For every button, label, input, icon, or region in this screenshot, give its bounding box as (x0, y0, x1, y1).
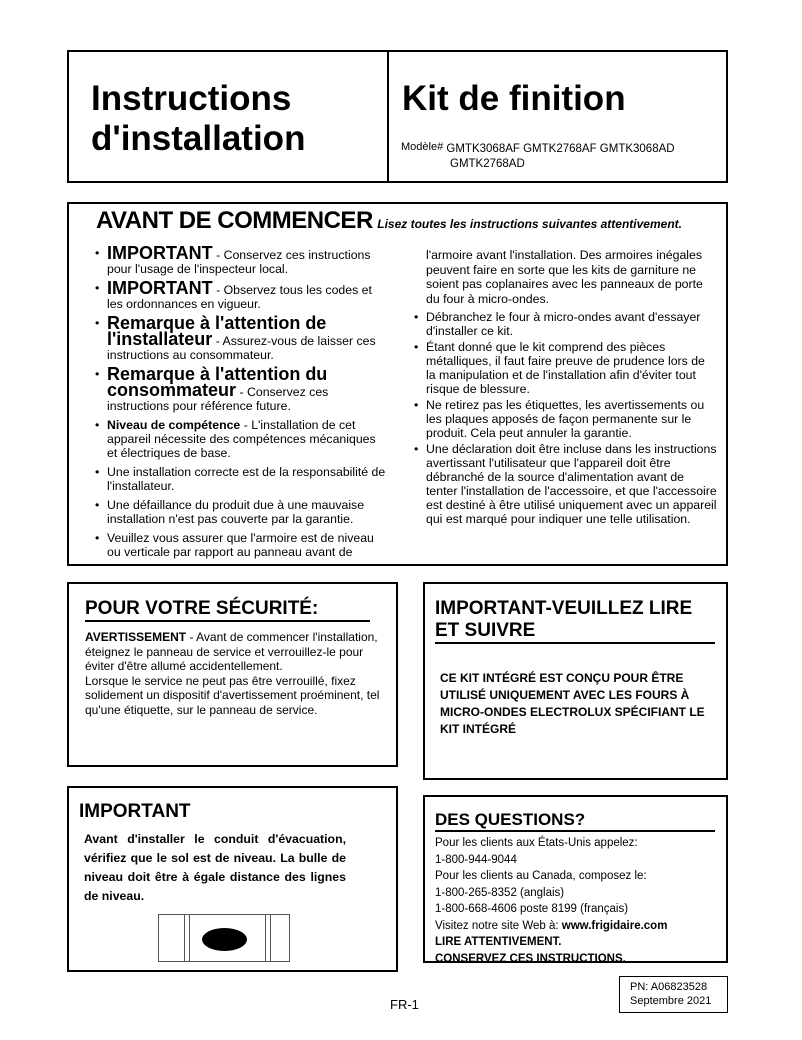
lire-text: CE KIT INTÉGRÉ EST CONÇU POUR ÊTRE UTILISÉ UNIQUEMENT AVEC LES FOURS À MICRO-ONDES ELECTROLUX SPÉCIFIANT LE KIT INTÉGRÉ (440, 671, 705, 736)
avant-right-item: • Étant donné que le kit comprend des pièces métalliques, il faut faire preuve de prudence lors de la manipulation et de l'installation afin d'éviter tout risque de blessure. (412, 340, 717, 396)
questions-text: Pour les clients aux États-Unis appelez: 1-800-944-9044 Pour les clients au Canada, composez le: 1-800-265-8352 (anglais) 1-800-668-4606 poste 8199 (français) Visitez notre site Web à: www.frigidaire.com LIRE ATTENTIVEMENT. CONSERVEZ CES INSTRUCTIONS. (435, 837, 668, 965)
avant-left-item: • Niveau de compétence - L'installation de cet appareil nécessite des compétences mécaniques et électriques de base. (93, 418, 389, 460)
questions-box (423, 795, 728, 963)
avant-right-item: • Une déclaration doit être incluse dans les instructions avertissant l'utilisateur que l'appareil doit être débranché de la source d'alimentation avant de tenter l'installation de l'accessoire, et que l'accessoire est destiné à être utilisé uniquement avec un appareil qui est marqué pour indiquer une telle utilisation. (412, 442, 717, 526)
avant-right-item: • Ne retirez pas les étiquettes, les avertissements ou les plaques apposés de façon permanente sur le produit. Cela peut annuler la garantie. (412, 398, 717, 440)
important-text: Avant d'installer le conduit d'évacuation, vérifiez que le sol est de niveau. La bulle de niveau doit être à égale distance des lignes de niveau. (84, 832, 346, 903)
lire-box (423, 582, 728, 780)
level-bubble-illustration (158, 914, 290, 962)
part-number-box: PN: A06823528 Septembre 2021 (619, 976, 728, 1013)
avant-box (67, 202, 728, 566)
header-box (67, 50, 728, 183)
website-link[interactable]: www.frigidaire.com (561, 919, 668, 932)
avant-right-cont: l'armoire avant l'installation. Des armoires inégales peuvent faire en sorte que les kits de garniture ne soient pas coplanaires avec les panneaux de porte du four à micro-ondes. (426, 248, 703, 306)
important-heading: IMPORTANT (79, 801, 191, 822)
page-number: FR-1 (390, 997, 419, 1012)
securite-heading: POUR VOTRE SÉCURITÉ: (85, 598, 370, 622)
securite-box (67, 582, 398, 767)
avant-right-list (412, 310, 717, 528)
avant-left-item: • IMPORTANT - Conservez ces instructions pour l'usage de l'inspecteur local. (93, 246, 389, 276)
lire-heading: IMPORTANT-VEUILLEZ LIRE ET SUIVRE (435, 598, 715, 644)
avant-left-item: • Veuillez vous assurer que l'armoire est de niveau ou verticale par rapport au panneau avant de (93, 531, 389, 559)
avant-left-item: • Remarque à l'attention du consommateur - Conservez ces instructions pour référence future. (93, 367, 389, 413)
avant-left-item: • IMPORTANT - Observez tous les codes et les ordonnances en vigueur. (93, 281, 389, 311)
avant-left-list (93, 243, 389, 564)
avant-left-item: • Remarque à l'attention de l'installateur - Assurez-vous de laisser ces instructions au consommateur. (93, 316, 389, 362)
bubble-icon (202, 928, 247, 951)
doc-title: Instructions d'installation (91, 79, 306, 158)
securite-text: AVERTISSEMENT - Avant de commencer l'installation, éteignez le panneau de service et verrouillez-le pour éviter d'être allumé accidentellement. Lorsque le service ne peut pas être verrouillé, fixez solidement un dispositif d'avertissement proéminent, tel qu'une étiquette, sur le panneau de service. (85, 630, 380, 717)
avant-heading: AVANT DE COMMENCER Lisez toutes les instructions suivantes attentivement. (96, 207, 682, 234)
models: Modèle# GMTK3068AF GMTK2768AF GMTK3068AD GMTK2768AD (401, 141, 675, 170)
kit-title: Kit de finition (402, 79, 626, 118)
avant-left-item: • Une défaillance du produit due à une mauvaise installation n'est pas couverte par la garantie. (93, 498, 389, 526)
avant-right-item: • Débranchez le four à micro-ondes avant d'essayer d'installer ce kit. (412, 310, 717, 338)
questions-heading: DES QUESTIONS? (435, 810, 715, 832)
avant-left-item: • Une installation correcte est de la responsabilité de l'installateur. (93, 465, 389, 493)
important-box (67, 786, 398, 972)
